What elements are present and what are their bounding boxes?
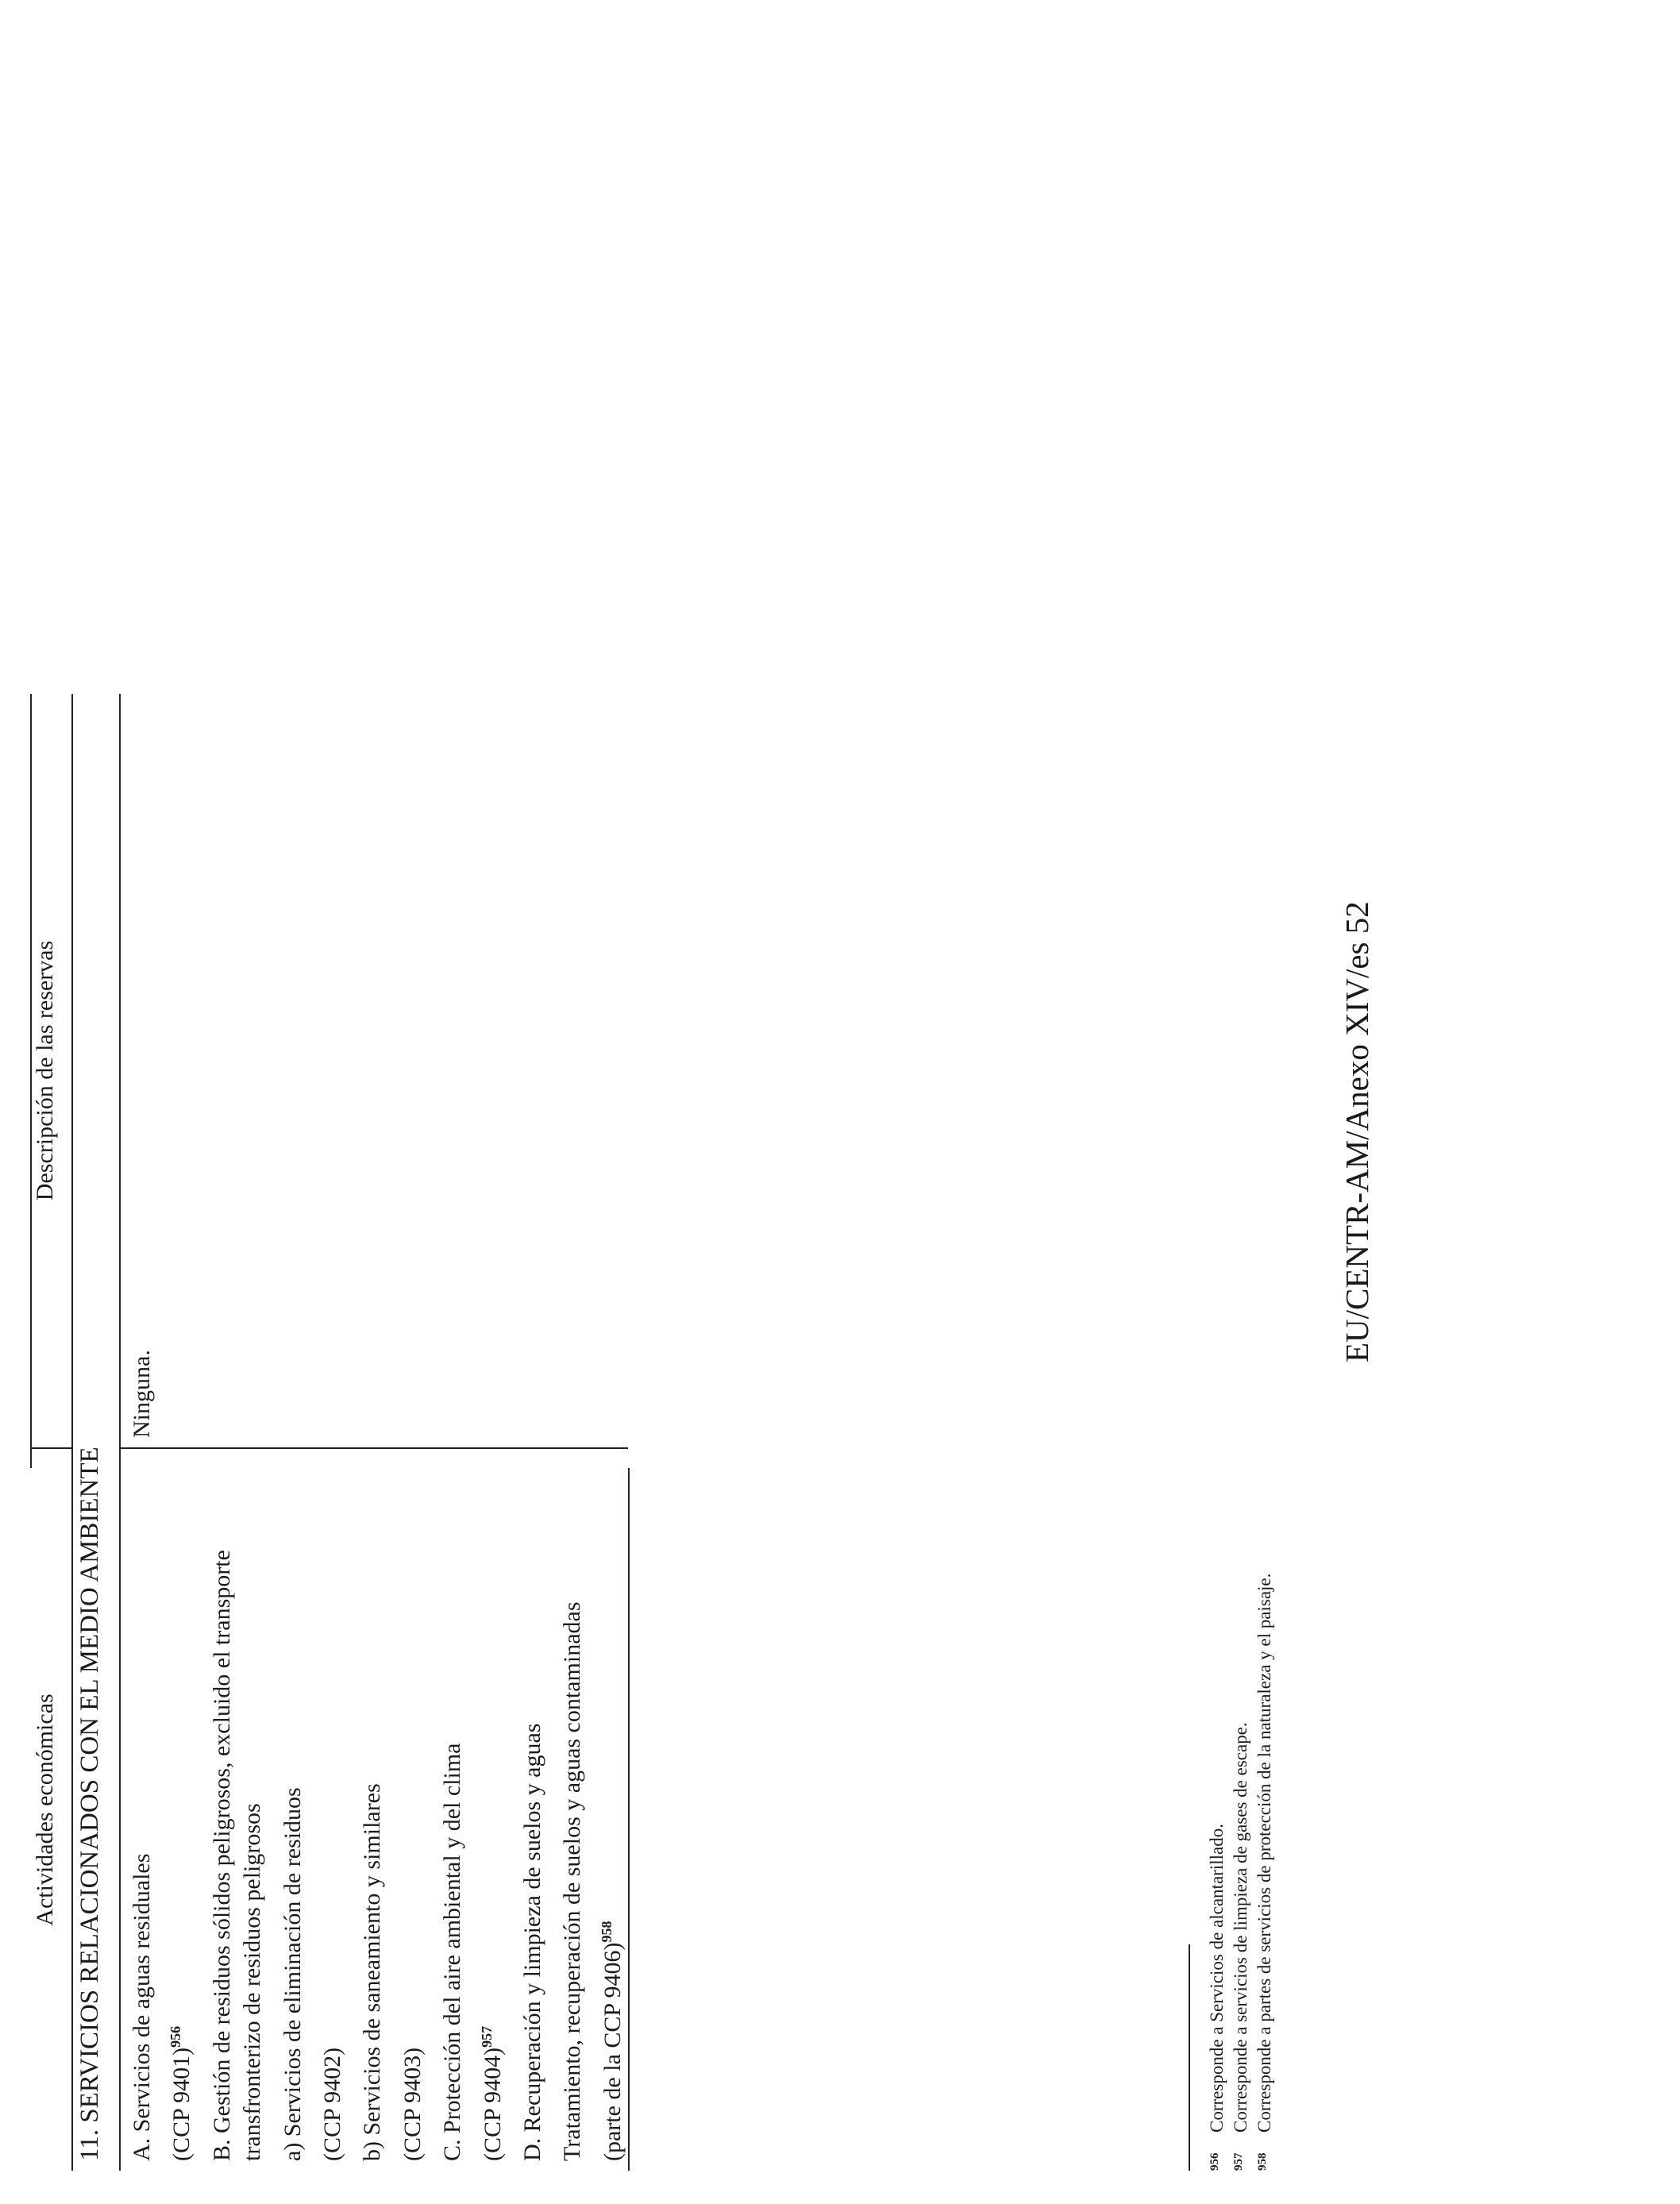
footnote (1229, 1574, 1253, 2171)
activity-line (398, 1458, 428, 2161)
activity-text: C. Protección del aire ambiental y del clima (439, 1743, 466, 2161)
activity-line (127, 1458, 157, 2161)
activity-line (318, 1458, 348, 2161)
activity-line (557, 1458, 588, 2161)
footnote-number: 958 (1255, 2152, 1269, 2171)
footnote (1205, 1574, 1229, 2171)
activity-text: A. Servicios de aguas residuales (129, 1853, 155, 2161)
activity-text: (CCP 9403) (399, 2047, 426, 2161)
table-top-line-left (628, 1468, 630, 2171)
page-identifier: EU/CENTR-AM/Anexo XIV/es 52 (1339, 901, 1375, 1362)
table-top-line-right (30, 694, 32, 1468)
activity-line (167, 1458, 197, 2161)
activity-line (437, 1458, 468, 2161)
header-reservations: Descripción de las reservas (30, 694, 72, 1448)
footnote-text: Corresponde a servicios de limpieza de gases de escape. (1230, 1722, 1250, 2133)
table-header-row (30, 694, 72, 2171)
activity-line (518, 1458, 548, 2161)
footnote-ref: 956 (168, 2025, 184, 2048)
footnote-number: 957 (1231, 2152, 1245, 2171)
footnote (1253, 1574, 1277, 2171)
table-row (120, 694, 628, 2171)
activity-line (357, 1458, 387, 2161)
activity-text: (CCP 9402) (318, 2047, 345, 2161)
activity-line (598, 1458, 628, 2161)
activity-text: B. Gestión de residuos sólidos peligrosos, excluido el transporte transfronterizo de residuos peligrosos (208, 1550, 266, 2161)
activity-line (278, 1458, 308, 2161)
reservations-table (30, 694, 628, 2171)
activity-line (478, 1458, 508, 2161)
section-title: 11. SERVICIOS RELACIONADOS CON EL MEDIO AMBIENTE (72, 694, 120, 2171)
activity-text: (CCP 9404) (479, 2047, 506, 2161)
activity-text: (parte de la CCP 9406) (599, 1942, 626, 2161)
footnote-text: Corresponde a Servicios de alcantarillado. (1207, 1824, 1227, 2133)
reservation-cell: Ninguna. (120, 694, 628, 1448)
activity-text: D. Recuperación y limpieza de suelos y aguas (518, 1723, 545, 2161)
activities-cell (120, 1448, 628, 2171)
activity-text: (CCP 9401) (168, 2047, 195, 2161)
footnote-text: Corresponde a partes de servicios de protección de la naturaleza y el paisaje. (1254, 1573, 1274, 2133)
activity-line (207, 1458, 268, 2161)
footnote-ref: 958 (598, 1921, 615, 1943)
footnote-ref: 957 (478, 2025, 495, 2048)
activity-text: Tratamiento, recuperación de suelos y aguas contaminadas (559, 1601, 586, 2161)
activity-text: a) Servicios de eliminación de residuos (279, 1787, 306, 2161)
footnote-number: 956 (1208, 2152, 1221, 2171)
footnotes (1205, 1574, 1277, 2171)
footnote-separator (1189, 1944, 1190, 2171)
section-row (72, 694, 120, 2171)
activity-text: b) Servicios de saneamiento y similares (359, 1783, 386, 2161)
header-activities: Actividades económicas (32, 1693, 58, 1926)
